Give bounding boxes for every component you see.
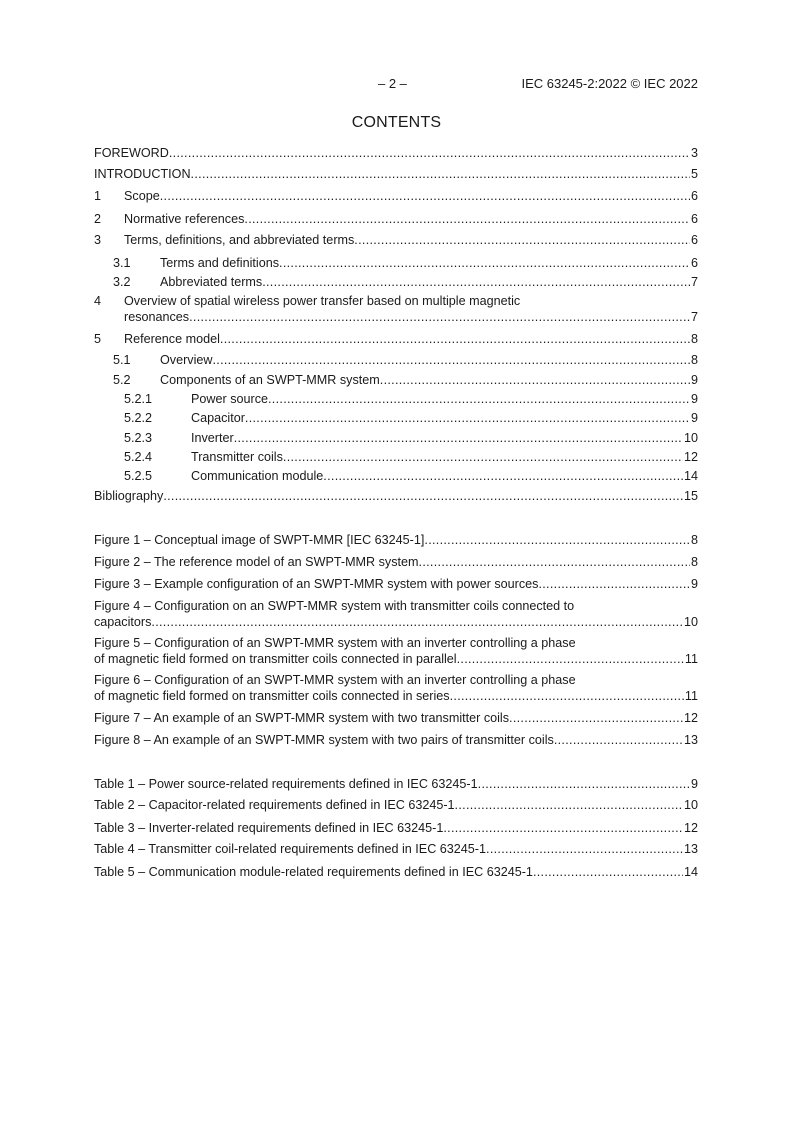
figure-entry-page: 8 bbox=[690, 533, 698, 547]
table-entry-page: 13 bbox=[683, 842, 698, 856]
leader-dots bbox=[424, 533, 690, 547]
toc-entry-title: Abbreviated terms bbox=[160, 275, 263, 289]
toc-entry-page: 9 bbox=[690, 373, 698, 387]
toc-entry-line2 bbox=[124, 310, 698, 326]
table-entry-page: 10 bbox=[683, 798, 698, 812]
toc-entry-number: 5.1 bbox=[113, 353, 131, 367]
toc-entry-number: 2 bbox=[94, 212, 102, 226]
toc-entry-title: Overview of spatial wireless power transfer based on multiple magnetic bbox=[124, 294, 521, 308]
toc-entry-page: 15 bbox=[683, 489, 698, 503]
figure-entry-title: Figure 4 – Configuration on an SWPT-MMR system with transmitter coils connected to bbox=[94, 599, 575, 613]
figure-entry-page: 8 bbox=[690, 555, 698, 569]
figure-entry[interactable] bbox=[94, 555, 698, 571]
toc-entry-foreword[interactable] bbox=[94, 146, 698, 162]
toc-entry-number: 3.1 bbox=[113, 256, 131, 270]
figure-entry[interactable] bbox=[94, 711, 698, 727]
figure-entry-line2 bbox=[94, 689, 698, 705]
leader-dots bbox=[244, 212, 690, 226]
table-entry-title: Table 3 – Inverter-related requirements defined in IEC 63245-1 bbox=[94, 821, 444, 835]
figure-entry-title: Figure 1 – Conceptual image of SWPT-MMR [IEC 63245-1] bbox=[94, 533, 425, 547]
leader-dots bbox=[279, 256, 690, 270]
leader-dots bbox=[533, 865, 683, 879]
toc-entry-page: 7 bbox=[690, 275, 698, 289]
toc-entry-page: 8 bbox=[690, 353, 698, 367]
document-reference: IEC 63245-2:2022 © IEC 2022 bbox=[521, 76, 698, 91]
table-entry-title: Table 5 – Communication module-related requirements defined in IEC 63245-1 bbox=[94, 865, 533, 879]
toc-entry-title-cont: resonances bbox=[124, 310, 190, 324]
table-entry-page: 14 bbox=[683, 865, 698, 879]
toc-entry-title: Capacitor bbox=[191, 411, 245, 425]
leader-dots bbox=[212, 353, 690, 367]
figure-entry-title: Figure 8 – An example of an SWPT-MMR system with two pairs of transmitter coils bbox=[94, 733, 554, 747]
table-entry-page: 9 bbox=[690, 777, 698, 791]
toc-entry-number: 5.2 bbox=[113, 373, 131, 387]
leader-dots bbox=[220, 332, 690, 346]
toc-entry-page: 7 bbox=[690, 310, 698, 324]
toc-entry-title: Inverter bbox=[191, 431, 234, 445]
toc-entry-title: Terms and definitions bbox=[160, 256, 280, 270]
toc-entry-line1 bbox=[94, 294, 520, 308]
figure-entry-title: Figure 6 – Configuration of an SWPT-MMR system with an inverter controlling a phase bbox=[94, 673, 576, 687]
toc-entry-title: Transmitter coils bbox=[191, 450, 283, 464]
leader-dots bbox=[283, 450, 683, 464]
toc-entry-title: Scope bbox=[124, 189, 160, 203]
figure-entry-line2 bbox=[94, 652, 698, 668]
toc-entry-capacitor[interactable] bbox=[94, 411, 698, 427]
toc-entry-title: Overview bbox=[160, 353, 213, 367]
page-number: – 2 – bbox=[378, 76, 407, 91]
figure-entry-page: 11 bbox=[684, 689, 698, 703]
toc-entry-abbreviated-terms[interactable] bbox=[94, 275, 698, 291]
toc-entry-page: 12 bbox=[683, 450, 698, 464]
toc-entry-number: 4 bbox=[94, 294, 102, 308]
leader-dots bbox=[234, 431, 683, 445]
toc-entry-title: INTRODUCTION bbox=[94, 167, 191, 181]
table-entry[interactable] bbox=[94, 777, 698, 793]
toc-entry-page: 14 bbox=[683, 469, 698, 483]
figure-entry-page: 12 bbox=[683, 711, 698, 725]
leader-dots bbox=[268, 392, 690, 406]
toc-entry-number: 1 bbox=[94, 189, 102, 203]
table-entry-title: Table 4 – Transmitter coil-related requirements defined in IEC 63245-1 bbox=[94, 842, 487, 856]
toc-entry-reference-model[interactable] bbox=[94, 332, 698, 348]
toc-entry-title: Bibliography bbox=[94, 489, 164, 503]
figure-entry-title: Figure 7 – An example of an SWPT-MMR system with two transmitter coils bbox=[94, 711, 510, 725]
figure-entry[interactable] bbox=[94, 533, 698, 549]
figure-entry[interactable] bbox=[94, 577, 698, 593]
leader-dots bbox=[538, 577, 690, 591]
contents-title: CONTENTS bbox=[351, 114, 442, 131]
figure-entry-title: Figure 3 – Example configuration of an SWPT-MMR system with power sources bbox=[94, 577, 539, 591]
toc-entry-page: 3 bbox=[690, 146, 698, 160]
toc-entry-components[interactable] bbox=[94, 373, 698, 389]
toc-entry-page: 5 bbox=[690, 167, 698, 181]
toc-entry-title: Power source bbox=[191, 392, 268, 406]
toc-entry-page: 8 bbox=[690, 332, 698, 346]
toc-entry-overview[interactable] bbox=[94, 353, 698, 369]
table-entry-page: 12 bbox=[683, 821, 698, 835]
toc-entry-number: 5.2.1 bbox=[124, 392, 153, 406]
figure-entry-line2 bbox=[94, 615, 698, 631]
leader-dots bbox=[419, 555, 690, 569]
leader-dots bbox=[380, 373, 690, 387]
toc-entry-terms-and-definitions[interactable] bbox=[94, 256, 698, 272]
leader-dots bbox=[457, 652, 684, 666]
toc-entry-page: 10 bbox=[683, 431, 698, 445]
figure-entry-page: 9 bbox=[690, 577, 698, 591]
leader-dots bbox=[354, 233, 690, 247]
leader-dots bbox=[245, 411, 690, 425]
toc-entry-page: 9 bbox=[690, 392, 698, 406]
toc-entry-page: 9 bbox=[690, 411, 698, 425]
toc-entry-title: Components of an SWPT-MMR system bbox=[160, 373, 380, 387]
figure-entry-page: 13 bbox=[683, 733, 698, 747]
figure-entry[interactable] bbox=[94, 733, 698, 749]
toc-entry-page: 6 bbox=[690, 233, 698, 247]
figure-entry-title-cont: of magnetic field formed on transmitter coils connected in series bbox=[94, 689, 450, 703]
figure-entry-title-cont: of magnetic field formed on transmitter coils connected in parallel bbox=[94, 652, 457, 666]
leader-dots bbox=[323, 469, 683, 483]
leader-dots bbox=[160, 189, 690, 203]
toc-entry-number: 5.2.4 bbox=[124, 450, 153, 464]
table-entry-title: Table 1 – Power source-related requirements defined in IEC 63245-1 bbox=[94, 777, 478, 791]
leader-dots bbox=[450, 689, 684, 703]
toc-entry-number: 5.2.3 bbox=[124, 431, 153, 445]
toc-entry-number: 5.2.5 bbox=[124, 469, 153, 483]
toc-entry-page: 6 bbox=[690, 189, 698, 203]
toc-entry-transmitter-coils[interactable] bbox=[94, 450, 698, 466]
toc-entry-number: 5 bbox=[94, 332, 102, 346]
toc-entry-bibliography[interactable] bbox=[94, 489, 698, 505]
table-entry[interactable] bbox=[94, 798, 698, 814]
leader-dots bbox=[191, 167, 690, 181]
toc-entry-page: 6 bbox=[690, 212, 698, 226]
table-entry[interactable] bbox=[94, 865, 698, 881]
figure-entry-title: Figure 2 – The reference model of an SWPT-MMR system bbox=[94, 555, 419, 569]
toc-entry-normative-references[interactable] bbox=[94, 212, 698, 228]
leader-dots bbox=[163, 489, 683, 503]
figure-entry-page: 10 bbox=[683, 615, 698, 629]
figure-entry-title: Figure 5 – Configuration of an SWPT-MMR system with an inverter controlling a phase bbox=[94, 636, 576, 650]
toc-entry-scope[interactable] bbox=[94, 189, 698, 205]
toc-entry-title: Communication module bbox=[191, 469, 324, 483]
toc-entry-title: Reference model bbox=[124, 332, 220, 346]
toc-entry-title: Normative references bbox=[124, 212, 245, 226]
toc-entry-inverter[interactable] bbox=[94, 431, 698, 447]
toc-entry-power-source[interactable] bbox=[94, 392, 698, 408]
toc-entry-introduction[interactable] bbox=[94, 167, 698, 183]
leader-dots bbox=[554, 733, 683, 747]
toc-entry-number: 5.2.2 bbox=[124, 411, 153, 425]
leader-dots bbox=[169, 146, 690, 160]
leader-dots bbox=[478, 777, 690, 791]
leader-dots bbox=[509, 711, 683, 725]
figure-entry-title-cont: capacitors bbox=[94, 615, 152, 629]
toc-entry-page: 6 bbox=[690, 256, 698, 270]
figure-entry-page: 11 bbox=[684, 652, 698, 666]
toc-entry-number: 3 bbox=[94, 233, 102, 247]
toc-entry-title: Terms, definitions, and abbreviated terms bbox=[124, 233, 355, 247]
leader-dots bbox=[455, 798, 683, 812]
toc-entry-title: FOREWORD bbox=[94, 146, 169, 160]
table-entry-title: Table 2 – Capacitor-related requirements defined in IEC 63245-1 bbox=[94, 798, 455, 812]
toc-entry-number: 3.2 bbox=[113, 275, 131, 289]
leader-dots bbox=[486, 842, 683, 856]
table-entry[interactable] bbox=[94, 821, 698, 837]
toc-entry-communication-module[interactable] bbox=[94, 469, 698, 485]
leader-dots bbox=[262, 275, 690, 289]
table-entry[interactable] bbox=[94, 842, 698, 858]
toc-entry-terms[interactable] bbox=[94, 233, 698, 249]
leader-dots bbox=[443, 821, 683, 835]
leader-dots bbox=[189, 310, 690, 324]
leader-dots bbox=[151, 615, 683, 629]
